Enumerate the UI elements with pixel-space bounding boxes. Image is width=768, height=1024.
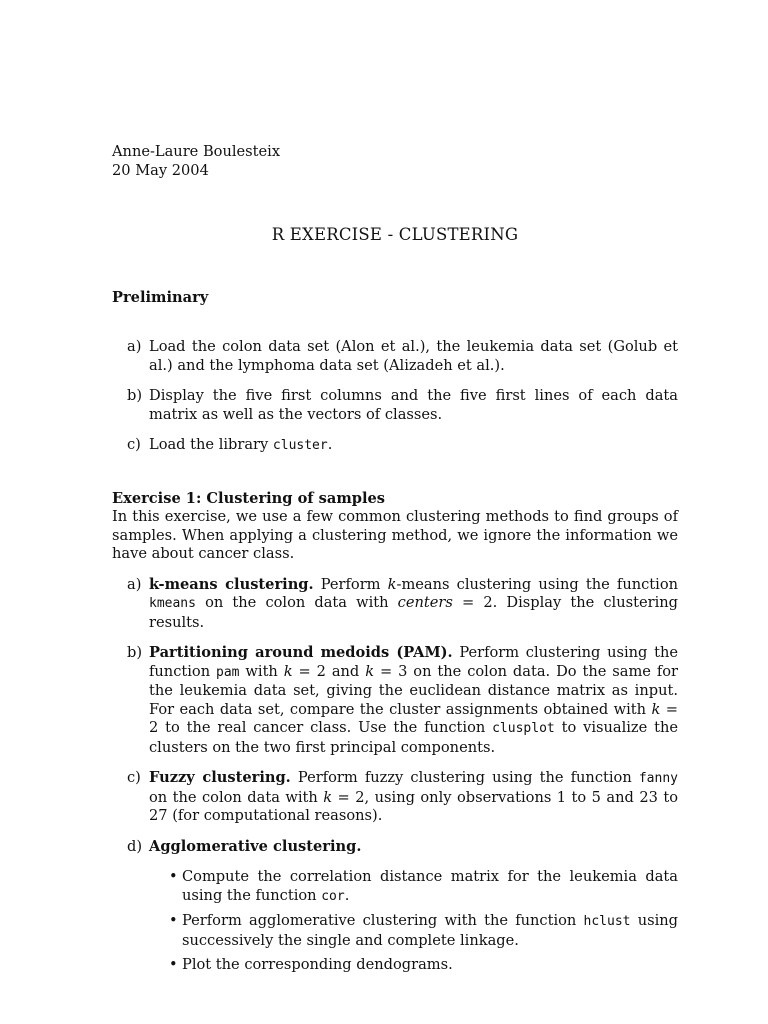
item-label: b)	[127, 387, 143, 404]
code-cor: cor	[321, 888, 345, 904]
list-item: c) Load the library cluster.	[127, 436, 333, 453]
item-text: Load the colon data set (Alon et al.), the leukemia data set (Golub et al.) and the lymphoma data set (Alizadeh et al.).	[149, 338, 678, 374]
author-name: Anne-Laure Boulesteix	[112, 143, 281, 160]
item-text: Load the library	[149, 436, 273, 453]
item-label: a)	[127, 338, 142, 355]
list-item-kmeans: a) k-means clustering. Perform k-means clustering using the function kmeans on the colon data with centers = 2. Display the clustering results.	[127, 575, 679, 631]
list-item	[112, 338, 678, 375]
code-pam: pam	[216, 664, 240, 680]
preliminary-list	[112, 338, 678, 456]
item-label: c)	[127, 436, 141, 453]
code-fanny: fanny	[638, 771, 678, 786]
item-text: Display the five first columns and the five first lines of each data matrix as well as the vectors of classes.	[149, 387, 678, 423]
agglomerative-bullets	[149, 868, 678, 975]
bullet-icon: •	[169, 868, 178, 885]
exercise1-list	[112, 576, 678, 975]
code-hclust: hclust	[583, 914, 631, 929]
bullet-icon: •	[169, 956, 178, 973]
list-item	[112, 387, 678, 424]
preliminary-heading: Preliminary	[112, 288, 209, 306]
list-item-agglomerative: d) Agglomerative clustering. • Compute the correlation distance matrix for the leukemia data using the function cor. • Perform agglomerative clustering with the function hclust using successively the single and complete linkage. • Plot the corresponding dendograms.	[127, 837, 678, 973]
code-kmeans: kmeans	[149, 596, 196, 611]
exercise1-intro: In this exercise, we use a few common clustering methods to find groups of samples. When applying a clustering method, we ignore the information we have about cancer class.	[112, 508, 678, 562]
exercise1-heading: Exercise 1: Clustering of samples	[112, 489, 386, 507]
list-item-fuzzy: c) Fuzzy clustering. Perform fuzzy clustering using the function fanny on the colon data with k = 2, using only observations 1 to 5 and 23 to 27 (for computational reasons).	[127, 769, 678, 824]
bullet-item: • Plot the corresponding dendograms.	[169, 956, 453, 973]
bullet-item: • Perform agglomerative clustering with the function hclust using successively the single and complete linkage.	[169, 912, 678, 949]
bullet-icon: •	[169, 912, 178, 929]
code-clusplot: clusplot	[492, 721, 555, 736]
code-cluster: cluster	[272, 438, 328, 453]
bullet-item: • Compute the correlation distance matrix for the leukemia data using the function cor.	[169, 868, 678, 904]
document-title: R EXERCISE - CLUSTERING	[271, 225, 519, 244]
list-item-pam: b) Partitioning around medoids (PAM). Perform clustering using the function pam with k = 2 and k = 3 on the colon data. Do the same for the leukemia data set, giving the euclidean distance matrix as input. For each data set, compare the cluster assignments obtained with k = 2 to the real cancer class. Use the function clusplot to visualize the clusters on the two first principal components.	[127, 644, 679, 756]
document-date: 20 May 2004	[112, 161, 209, 179]
document-page	[112, 143, 678, 987]
